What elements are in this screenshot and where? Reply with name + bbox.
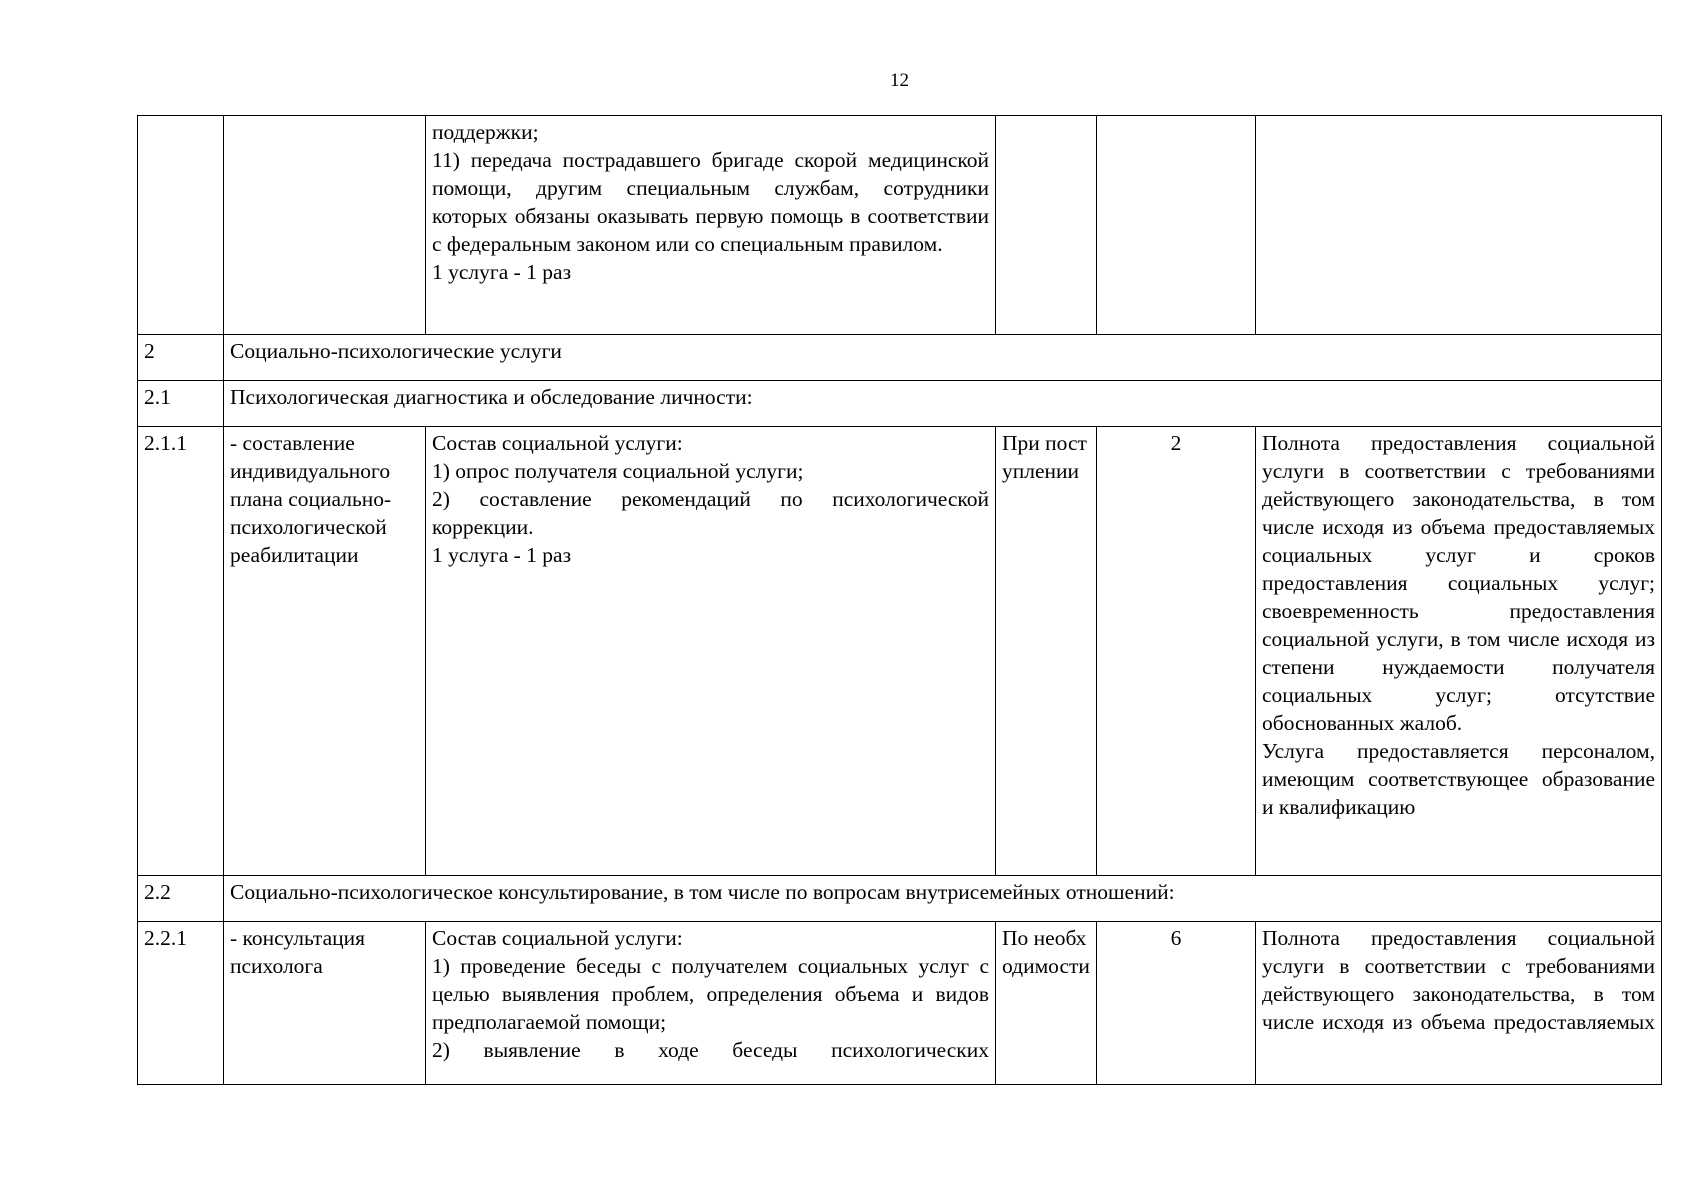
description-line: 1 услуга - 1 раз (432, 260, 572, 284)
table-row (138, 922, 1662, 1085)
quantity-cell: 6 (1097, 922, 1256, 1085)
section-row (138, 335, 1662, 381)
description-line: 1) опрос получателя социальной услуги; (432, 459, 804, 483)
quantity-cell (1097, 116, 1256, 335)
name-cell: - консультация психолога (224, 922, 426, 1085)
section-row (138, 381, 1662, 427)
description-line: Состав социальной услуги: (432, 431, 683, 455)
description-line: поддержки; (432, 120, 539, 144)
period-cell: По необходимости (996, 922, 1097, 1085)
criteria-line: Полнота предоставления социальной услуги в соответствии с требованиями действующего законодательства, в том числе исходя из объема предоставляемых (1262, 926, 1655, 1034)
description-line: 11) передача пострадавшего бригаде скорой медицинской помощи, другим специальным службам, сотрудники которых обязаны оказывать первую помощь в соответствии с федеральным законом или со специальным правилом. (432, 148, 989, 256)
description-cell (426, 116, 996, 335)
description-line: 1 услуга - 1 раз (432, 543, 572, 567)
description-cell (426, 427, 996, 876)
criteria-cell (1256, 116, 1662, 335)
name-cell (224, 116, 426, 335)
quantity-cell: 2 (1097, 427, 1256, 876)
section-number: 2.2 (138, 876, 224, 922)
section-title: Психологическая диагностика и обследование личности: (224, 381, 1662, 427)
table-row (138, 427, 1662, 876)
num-cell (138, 116, 224, 335)
description-line: 2) выявление в ходе беседы психологических (432, 1038, 989, 1062)
description-cell (426, 922, 996, 1085)
section-title: Социально-психологическое консультирование, в том числе по вопросам внутрисемейных отношений: (224, 876, 1662, 922)
criteria-cell (1256, 427, 1662, 876)
num-cell: 2.1.1 (138, 427, 224, 876)
period-cell (996, 116, 1097, 335)
num-cell: 2.2.1 (138, 922, 224, 1085)
criteria-cell (1256, 922, 1662, 1085)
criteria-line: Услуга предоставляется персоналом, имеющим соответствующее образование и квалификацию (1262, 739, 1655, 819)
criteria-line: Полнота предоставления социальной услуги в соответствии с требованиями действующего законодательства, в том числе исходя из объема предоставляемых социальных услуг и сроков предоставления социальных услуг; своевременность предоставления социальной услуги, в том числе исходя из степени нуждаемости получателя социальных услуг; отсутствие обоснованных жалоб. (1262, 431, 1655, 735)
period-cell: При поступлении (996, 427, 1097, 876)
section-number: 2.1 (138, 381, 224, 427)
description-line: 1) проведение беседы с получателем социальных услуг с целью выявления проблем, определения объема и видов предполагаемой помощи; (432, 954, 989, 1034)
name-cell: - составление индивидуального плана социально-психологической реабилитации (224, 427, 426, 876)
description-line: 2) составление рекомендаций по психологической коррекции. (432, 487, 989, 539)
section-number: 2 (138, 335, 224, 381)
description-line: Состав социальной услуги: (432, 926, 683, 950)
section-row (138, 876, 1662, 922)
services-table (137, 115, 1662, 1085)
page-number: 12 (890, 70, 909, 91)
section-title: Социально-психологические услуги (224, 335, 1662, 381)
table-row (138, 116, 1662, 335)
